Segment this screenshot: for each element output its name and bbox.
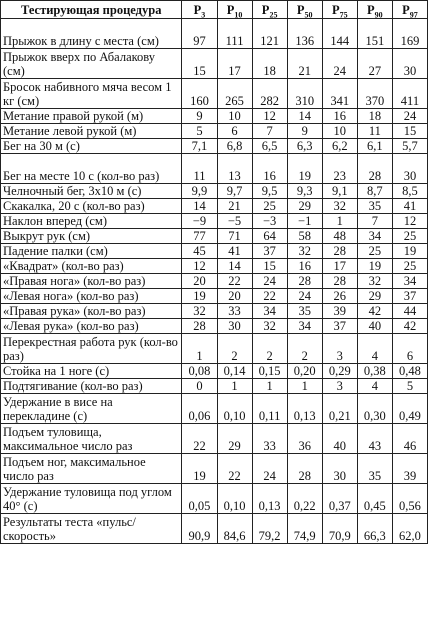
percentile-value-cell: 30 [322, 454, 357, 484]
percentile-value-cell: 0,21 [322, 394, 357, 424]
percentile-value-cell: 0,49 [392, 394, 427, 424]
procedure-name-cell: Скакалка, 20 с (кол-во раз) [1, 199, 182, 214]
table-row [1, 109, 428, 124]
percentile-value-cell: 34 [287, 319, 322, 334]
percentile-value-cell: 71 [217, 229, 252, 244]
percentile-value-cell: 37 [252, 244, 287, 259]
procedure-name-cell: Подтягивание (кол-во раз) [1, 379, 182, 394]
percentile-value-cell: 28 [287, 274, 322, 289]
percentile-value-cell: 6 [392, 334, 427, 364]
percentile-value-cell: 411 [392, 79, 427, 109]
percentile-value-cell: 4 [357, 379, 392, 394]
percentile-value-cell: 30 [392, 49, 427, 79]
procedure-name-cell: Выкрут рук (см) [1, 229, 182, 244]
percentile-value-cell: 20 [217, 289, 252, 304]
percentile-value-cell: 6,5 [252, 139, 287, 154]
percentile-value-cell: −3 [252, 214, 287, 229]
percentile-value-cell: 6,1 [357, 139, 392, 154]
percentile-value-cell: 33 [217, 304, 252, 319]
percentile-value-cell: 24 [252, 274, 287, 289]
table-row [1, 139, 428, 154]
table-row [1, 514, 428, 544]
table-row [1, 379, 428, 394]
table-row [1, 454, 428, 484]
percentile-value-cell: 2 [252, 334, 287, 364]
percentile-value-cell: 37 [392, 289, 427, 304]
table-row [1, 364, 428, 379]
percentile-value-cell: 24 [287, 289, 322, 304]
percentile-value-cell: 0,10 [217, 484, 252, 514]
percentile-value-cell: 44 [392, 304, 427, 319]
percentile-value-cell: 41 [392, 199, 427, 214]
percentile-value-cell: 19 [287, 154, 322, 184]
procedure-name-cell: Бег на 30 м (с) [1, 139, 182, 154]
percentile-value-cell: 0,14 [217, 364, 252, 379]
procedure-name-cell: Удержание туловища под углом 40° (с) [1, 484, 182, 514]
procedure-name-cell: Прыжок в длину с места (см) [1, 19, 182, 49]
percentile-value-cell: 24 [252, 454, 287, 484]
percentile-value-cell: 144 [322, 19, 357, 49]
table-row [1, 319, 428, 334]
table-row [1, 49, 428, 79]
percentile-value-cell: 9,1 [322, 184, 357, 199]
percentile-value-cell: 34 [357, 229, 392, 244]
procedure-name-cell: Бег на месте 10 с (кол-во раз) [1, 154, 182, 184]
percentile-value-cell: 341 [322, 79, 357, 109]
percentile-value-cell: 29 [357, 289, 392, 304]
percentile-value-cell: 43 [357, 424, 392, 454]
header-percentile-p50: $P_{50}$ [287, 1, 322, 19]
percentile-value-cell: 30 [217, 319, 252, 334]
percentile-value-cell: 12 [182, 259, 217, 274]
percentile-value-cell: 0,10 [217, 394, 252, 424]
percentile-value-cell: 0,13 [287, 394, 322, 424]
percentile-value-cell: 10 [322, 124, 357, 139]
percentile-value-cell: 20 [182, 274, 217, 289]
percentile-value-cell: 16 [252, 154, 287, 184]
percentile-value-cell: 136 [287, 19, 322, 49]
percentile-value-cell: 14 [217, 259, 252, 274]
percentile-value-cell: 21 [287, 49, 322, 79]
percentile-value-cell: 34 [392, 274, 427, 289]
header-percentile-p97: $P_{97}$ [392, 1, 427, 19]
percentile-value-cell: 34 [252, 304, 287, 319]
percentile-value-cell: 0,05 [182, 484, 217, 514]
percentile-value-cell: 32 [287, 244, 322, 259]
percentile-value-cell: 111 [217, 19, 252, 49]
percentile-value-cell: 19 [182, 289, 217, 304]
percentile-value-cell: 64 [252, 229, 287, 244]
percentile-value-cell: 42 [357, 304, 392, 319]
percentile-value-cell: 6,3 [287, 139, 322, 154]
table-row [1, 334, 428, 364]
percentile-value-cell: 16 [287, 259, 322, 274]
percentile-value-cell: 0,22 [287, 484, 322, 514]
percentile-value-cell: 1 [217, 379, 252, 394]
percentile-value-cell: 39 [392, 454, 427, 484]
percentile-value-cell: 19 [357, 259, 392, 274]
table-row [1, 424, 428, 454]
percentile-value-cell: 0,45 [357, 484, 392, 514]
percentile-value-cell: 0,06 [182, 394, 217, 424]
percentile-value-cell: 0,29 [322, 364, 357, 379]
percentile-value-cell: 25 [392, 259, 427, 274]
table-row [1, 394, 428, 424]
percentile-value-cell: 36 [287, 424, 322, 454]
percentile-value-cell: 8,7 [357, 184, 392, 199]
header-percentile-p10: $P_{10}$ [217, 1, 252, 19]
table-row [1, 154, 428, 184]
percentile-value-cell: 32 [322, 199, 357, 214]
percentile-value-cell: 5 [392, 379, 427, 394]
percentile-value-cell: 77 [182, 229, 217, 244]
percentile-value-cell: −9 [182, 214, 217, 229]
percentile-value-cell: 28 [287, 454, 322, 484]
percentile-value-cell: 19 [182, 454, 217, 484]
percentile-value-cell: 8,5 [392, 184, 427, 199]
percentile-value-cell: 6,2 [322, 139, 357, 154]
percentile-value-cell: 24 [322, 49, 357, 79]
percentile-value-cell: 2 [217, 334, 252, 364]
table-row [1, 259, 428, 274]
procedure-name-cell: Перекрестная работа рук (кол-во раз) [1, 334, 182, 364]
table-row [1, 274, 428, 289]
percentile-value-cell: 0,30 [357, 394, 392, 424]
table-row [1, 214, 428, 229]
procedure-name-cell: Подъем ног, максимальное число раз [1, 454, 182, 484]
percentile-value-cell: 7,1 [182, 139, 217, 154]
percentile-value-cell: 28 [182, 319, 217, 334]
percentile-value-cell: 0,37 [322, 484, 357, 514]
percentile-value-cell: 6,8 [217, 139, 252, 154]
percentile-value-cell: 27 [357, 49, 392, 79]
procedure-name-cell: Удержание в висе на перекладине (с) [1, 394, 182, 424]
percentile-value-cell: 7 [357, 214, 392, 229]
table-row [1, 289, 428, 304]
percentile-value-cell: 32 [357, 274, 392, 289]
percentile-value-cell: 3 [322, 379, 357, 394]
percentile-value-cell: 26 [322, 289, 357, 304]
percentile-value-cell: 25 [392, 229, 427, 244]
percentile-value-cell: 151 [357, 19, 392, 49]
percentile-value-cell: 18 [252, 49, 287, 79]
percentile-value-cell: 21 [217, 199, 252, 214]
table-row [1, 244, 428, 259]
procedure-name-cell: Наклон вперед (см) [1, 214, 182, 229]
percentile-value-cell: 90,9 [182, 514, 217, 544]
percentile-value-cell: 121 [252, 19, 287, 49]
percentile-value-cell: 11 [357, 124, 392, 139]
percentile-value-cell: 22 [217, 274, 252, 289]
procedure-name-cell: «Правая нога» (кол-во раз) [1, 274, 182, 289]
table-row [1, 184, 428, 199]
procedure-name-cell: Подъем туловища, максимальное число раз [1, 424, 182, 454]
percentile-value-cell: 0,20 [287, 364, 322, 379]
percentile-value-cell: 25 [252, 199, 287, 214]
procedure-name-cell: «Правая рука» (кол-во раз) [1, 304, 182, 319]
table-body [1, 19, 428, 544]
percentile-value-cell: −1 [287, 214, 322, 229]
procedure-name-cell: Прыжок вверх по Абалакову (см) [1, 49, 182, 79]
procedure-name-cell: «Квадрат» (кол-во раз) [1, 259, 182, 274]
percentile-value-cell: 11 [182, 154, 217, 184]
percentile-value-cell: 0,38 [357, 364, 392, 379]
percentile-value-cell: 9 [287, 124, 322, 139]
percentile-value-cell: 23 [322, 154, 357, 184]
percentile-value-cell: 40 [322, 424, 357, 454]
percentile-value-cell: 9,3 [287, 184, 322, 199]
percentile-value-cell: 5 [182, 124, 217, 139]
percentile-value-cell: 28 [322, 244, 357, 259]
percentile-value-cell: 5,7 [392, 139, 427, 154]
percentile-value-cell: 15 [392, 124, 427, 139]
percentile-value-cell: 32 [182, 304, 217, 319]
percentile-value-cell: 18 [357, 109, 392, 124]
percentile-value-cell: 29 [287, 199, 322, 214]
table-row [1, 199, 428, 214]
percentile-value-cell: 0,11 [252, 394, 287, 424]
procedure-name-cell: Стойка на 1 ноге (с) [1, 364, 182, 379]
percentile-value-cell: 28 [357, 154, 392, 184]
percentile-value-cell: 0 [182, 379, 217, 394]
percentile-value-cell: 169 [392, 19, 427, 49]
percentile-value-cell: 97 [182, 19, 217, 49]
percentile-value-cell: 33 [252, 424, 287, 454]
percentile-value-cell: 0,13 [252, 484, 287, 514]
header-procedure: Тестирующая процедура [1, 1, 182, 19]
percentile-value-cell: 15 [182, 49, 217, 79]
table-row [1, 304, 428, 319]
percentile-value-cell: 0,48 [392, 364, 427, 379]
percentile-value-cell: 19 [392, 244, 427, 259]
percentile-value-cell: 0,56 [392, 484, 427, 514]
percentile-value-cell: 13 [217, 154, 252, 184]
percentile-value-cell: 66,3 [357, 514, 392, 544]
percentile-value-cell: 0,08 [182, 364, 217, 379]
percentile-value-cell: 30 [392, 154, 427, 184]
table-row [1, 79, 428, 109]
percentile-value-cell: 39 [322, 304, 357, 319]
percentile-value-cell: 74,9 [287, 514, 322, 544]
header-percentile-p90: $P_{90}$ [357, 1, 392, 19]
percentile-value-cell: 42 [392, 319, 427, 334]
procedure-name-cell: Бросок набивного мяча весом 1 кг (см) [1, 79, 182, 109]
procedure-name-cell: Метание правой рукой (м) [1, 109, 182, 124]
percentile-value-cell: 17 [217, 49, 252, 79]
header-percentile-p75: $P_{75}$ [322, 1, 357, 19]
table-row [1, 124, 428, 139]
percentile-value-cell: 14 [182, 199, 217, 214]
percentile-value-cell: 282 [252, 79, 287, 109]
percentile-value-cell: 79,2 [252, 514, 287, 544]
percentile-value-cell: 1 [287, 379, 322, 394]
procedure-name-cell: Падение палки (см) [1, 244, 182, 259]
percentile-value-cell: 41 [217, 244, 252, 259]
percentile-value-cell: 16 [322, 109, 357, 124]
percentile-value-cell: 17 [322, 259, 357, 274]
procedure-name-cell: Метание левой рукой (м) [1, 124, 182, 139]
percentile-value-cell: 15 [252, 259, 287, 274]
percentile-value-cell: 370 [357, 79, 392, 109]
percentile-value-cell: 58 [287, 229, 322, 244]
percentile-value-cell: 3 [322, 334, 357, 364]
percentile-value-cell: 4 [357, 334, 392, 364]
percentile-value-cell: 46 [392, 424, 427, 454]
percentile-value-cell: 22 [182, 424, 217, 454]
percentile-value-cell: 29 [217, 424, 252, 454]
percentile-value-cell: 265 [217, 79, 252, 109]
procedure-name-cell: Челночный бег, 3х10 м (с) [1, 184, 182, 199]
percentile-value-cell: 35 [287, 304, 322, 319]
percentile-value-cell: 37 [322, 319, 357, 334]
percentile-value-cell: 310 [287, 79, 322, 109]
table-row [1, 19, 428, 49]
percentile-value-cell: 14 [287, 109, 322, 124]
percentile-value-cell: 70,9 [322, 514, 357, 544]
percentile-value-cell: 28 [322, 274, 357, 289]
percentile-value-cell: 1 [252, 379, 287, 394]
percentile-value-cell: 10 [217, 109, 252, 124]
percentile-value-cell: 24 [392, 109, 427, 124]
percentile-value-cell: 35 [357, 199, 392, 214]
percentile-value-cell: 12 [252, 109, 287, 124]
percentile-value-cell: 160 [182, 79, 217, 109]
percentile-value-cell: −5 [217, 214, 252, 229]
table-row [1, 229, 428, 244]
procedure-name-cell: «Левая рука» (кол-во раз) [1, 319, 182, 334]
table-row [1, 484, 428, 514]
percentile-value-cell: 32 [252, 319, 287, 334]
table-header-row [1, 1, 428, 19]
percentile-value-cell: 0,15 [252, 364, 287, 379]
header-percentile-p25: $P_{25}$ [252, 1, 287, 19]
percentile-value-cell: 7 [252, 124, 287, 139]
percentile-value-cell: 1 [182, 334, 217, 364]
percentile-value-cell: 22 [252, 289, 287, 304]
percentile-value-cell: 84,6 [217, 514, 252, 544]
percentile-value-cell: 62,0 [392, 514, 427, 544]
percentile-value-cell: 35 [357, 454, 392, 484]
percentile-value-cell: 48 [322, 229, 357, 244]
percentile-value-cell: 9,7 [217, 184, 252, 199]
percentile-value-cell: 22 [217, 454, 252, 484]
procedure-name-cell: Результаты теста «пульс/скорость» [1, 514, 182, 544]
header-percentile-p3: $P_3$ [182, 1, 217, 19]
percentile-value-cell: 45 [182, 244, 217, 259]
percentile-value-cell: 6 [217, 124, 252, 139]
procedure-name-cell: «Левая нога» (кол-во раз) [1, 289, 182, 304]
percentile-value-cell: 9 [182, 109, 217, 124]
percentile-value-cell: 9,9 [182, 184, 217, 199]
percentile-value-cell: 1 [322, 214, 357, 229]
percentile-value-cell: 9,5 [252, 184, 287, 199]
percentile-value-cell: 12 [392, 214, 427, 229]
percentile-value-cell: 25 [357, 244, 392, 259]
percentile-value-cell: 2 [287, 334, 322, 364]
percentile-value-cell: 40 [357, 319, 392, 334]
